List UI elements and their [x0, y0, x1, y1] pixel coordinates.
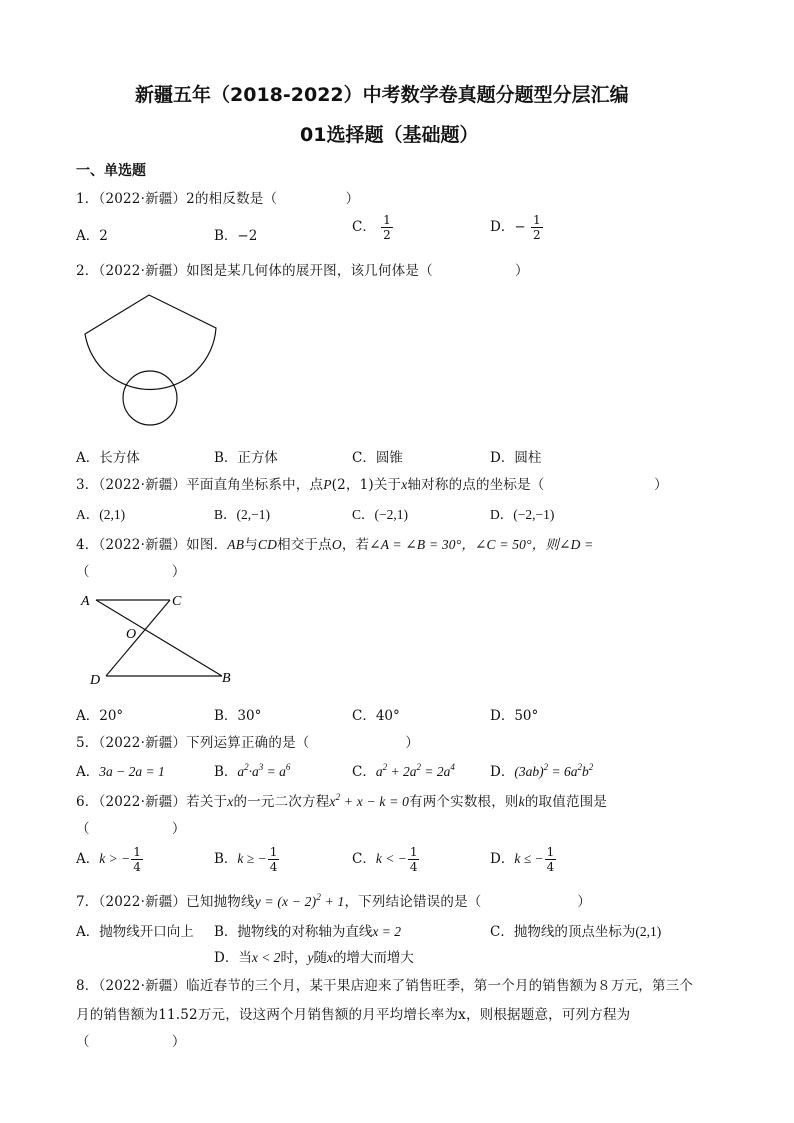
question-6-option-c	[352, 846, 420, 873]
question-2-option-d: D．圆柱	[490, 450, 542, 466]
question-4-stem-mid1: 与	[244, 537, 258, 553]
label-d: D	[90, 673, 101, 688]
question-6-blank: （ ）	[76, 821, 186, 837]
question-4-blank: （ ）	[76, 564, 186, 580]
question-5-option-a-prefix: A．	[76, 764, 100, 780]
question-6-b-prefix: B．	[214, 851, 238, 867]
question-7-eq-exp: 2	[316, 892, 322, 902]
question-1-option-a: A．2	[76, 228, 108, 244]
question-7-c-prefix: C．抛物线的顶点坐标为	[490, 924, 636, 940]
question-7-option-b	[214, 920, 401, 940]
question-3-stem-pre: 3．（2022·新疆）平面直角坐标系中，点	[76, 477, 324, 493]
question-3-option-a: A．(2,1)	[76, 507, 126, 522]
question-6-stem-pre: 6．（2022·新疆）若关于	[76, 794, 228, 810]
question-6-var-x: x	[227, 794, 234, 809]
question-5-c-mid: + 2a	[387, 764, 417, 779]
question-5-option-a	[76, 760, 165, 780]
question-1-option-d-prefix: D．−	[490, 219, 526, 235]
question-7-stem-pre: 7．（2022·新疆）已知抛物线	[76, 894, 255, 910]
question-8-blank: （ ）	[76, 1034, 186, 1050]
question-5-option-b	[214, 760, 290, 780]
question-5-b-base1: a	[237, 764, 245, 779]
question-5-d-exp1: 2	[543, 762, 549, 772]
question-4-stem	[76, 533, 593, 553]
question-7-d-mid2: 随	[313, 950, 327, 966]
question-7-option-d	[214, 946, 414, 966]
question-5-stem: 5．（2022·新疆）下列运算正确的是（ ）	[76, 735, 420, 751]
question-5-b-exp1: 2	[244, 762, 249, 772]
question-3-axis: x	[401, 477, 408, 492]
label-a: A	[81, 594, 90, 609]
question-7-stem-post: ，下列结论错误的是（ ）	[344, 894, 592, 910]
question-5-option-c-prefix: C．	[352, 764, 376, 780]
question-7-eq-post: + 1	[321, 894, 345, 909]
question-2-option-c: C．圆锥	[352, 450, 403, 466]
question-6-eq-base: x	[329, 794, 336, 809]
question-5-b-exp2: 3	[258, 762, 264, 772]
label-b: B	[222, 671, 231, 686]
question-6-d-rel: k ≤ −	[514, 851, 544, 866]
question-5-option-d	[490, 760, 593, 780]
question-3-option-b: B．(2,−1)	[214, 507, 270, 522]
question-5-option-c	[352, 760, 455, 780]
question-3-option-d: D．(−2,−1)	[490, 507, 555, 522]
question-7-d-prefix: D．当	[214, 950, 252, 966]
question-5-d-b: b	[581, 764, 589, 779]
question-5-d-exp2: 2	[577, 762, 582, 772]
question-5-b-exp3: 6	[285, 762, 291, 772]
question-5-c-base1: a	[375, 764, 383, 779]
question-7-b-expr: x = 2	[372, 924, 402, 939]
question-4-segment-ab: AB	[227, 537, 245, 552]
question-6-a-prefix: A．	[76, 851, 100, 867]
question-1-stem: 1．（2022·新疆）2的相反数是（ ）	[76, 191, 360, 207]
question-5-c-exp3: 4	[450, 762, 455, 772]
question-1-option-d	[490, 214, 544, 241]
label-c: C	[172, 594, 182, 609]
question-7-d-mid: 时，	[280, 950, 308, 966]
question-1-option-c	[352, 214, 394, 241]
question-4-segment-cd: CD	[257, 537, 278, 552]
question-6-b-rel: k ≥ −	[237, 851, 267, 866]
question-5-b-mid: ·a	[248, 764, 259, 779]
question-5-option-b-prefix: B．	[214, 764, 238, 780]
question-6-a-fraction: $\frac{1}{4}$	[133, 845, 141, 874]
question-3-stem-post: 轴对称的点的坐标是（ ）	[407, 477, 668, 493]
question-4-stem-mid3: ，若∠	[341, 537, 381, 553]
question-4-stem-mid2: 相交于点	[277, 537, 332, 553]
label-o: O	[126, 627, 137, 642]
question-7-d-expr: x < 2	[251, 950, 281, 965]
question-6-c-fraction: $\frac{1}{4}$	[409, 845, 418, 874]
document-title: 新疆五年（2018-2022）中考数学卷真题分题型分层汇编	[135, 84, 629, 106]
question-7-option-a: A．抛物线开口向上	[76, 924, 194, 940]
question-5-d-base1: (3ab)	[514, 764, 544, 779]
question-4-option-c: C．40°	[352, 708, 400, 724]
question-6-option-b	[214, 846, 280, 873]
question-6-stem-post: 的取值范围是	[524, 794, 608, 810]
question-6-option-d	[490, 846, 557, 873]
question-7-eq: y = (x − 2)	[254, 894, 317, 909]
question-4-option-a: A．20°	[76, 708, 124, 724]
question-6-option-a	[76, 846, 144, 873]
question-5-b-eq: = a	[263, 764, 286, 779]
question-4-point-o: O	[331, 537, 342, 552]
question-7-d-x: x	[326, 950, 333, 965]
question-6-c-rel: k < −	[375, 851, 407, 866]
net-diagram	[80, 290, 225, 430]
question-3-coord: (2，1)关于	[331, 477, 402, 493]
question-1-option-c-fraction: $\frac{1}{2}$	[383, 213, 391, 242]
question-6-eq-rest: + x − k = 0	[340, 794, 410, 809]
question-6-eq-exp: 2	[335, 792, 341, 802]
sector-shape	[85, 295, 216, 389]
document-subtitle: 01选择题（基础题）	[300, 124, 479, 146]
question-7-stem	[76, 890, 591, 910]
intersecting-lines-diagram	[78, 590, 238, 690]
question-6-c-prefix: C．	[352, 851, 376, 867]
question-6-b-fraction: $\frac{1}{4}$	[269, 845, 278, 874]
question-3-point: P	[323, 477, 332, 492]
question-1-option-b: B．−2	[214, 228, 258, 244]
question-7-c-expr: (2,1)	[635, 924, 662, 939]
question-6-d-fraction: $\frac{1}{4}$	[546, 845, 555, 874]
question-5-c-eq: = 2a	[420, 764, 451, 779]
question-3-stem	[76, 473, 668, 493]
question-5-option-d-prefix: D．	[490, 764, 515, 780]
question-5-d-exp3: 2	[588, 762, 594, 772]
question-6-stem	[76, 790, 607, 810]
question-7-option-c	[490, 920, 661, 940]
question-1-option-d-fraction: $\frac{1}{2}$	[532, 213, 541, 242]
question-7-d-post: 的增大而增大	[332, 950, 414, 966]
question-3-option-c: C．(−2,1)	[352, 507, 408, 522]
question-5-option-a-expr: 3a − 2a = 1	[99, 764, 165, 779]
question-7-b-prefix: B．抛物线的对称轴为直线	[214, 924, 373, 940]
question-6-stem-mid: 的一元二次方程	[233, 794, 330, 810]
question-4-option-b: B．30°	[214, 708, 262, 724]
question-2-stem: 2．（2022·新疆）如图是某几何体的展开图，该几何体是（ ）	[76, 263, 529, 279]
question-4-stem-pre: 4．（2022·新疆）如图．	[76, 537, 228, 553]
question-8-line-1: 8．（2022·新疆）临近春节的三个月，某干果店迎来了销售旺季，第一个月的销售额为８万元，第三个	[76, 978, 694, 994]
question-6-d-prefix: D．	[490, 851, 515, 867]
question-6-var-k: k	[518, 794, 525, 809]
question-8-line-2: 月的销售额为11.52万元，设这两个月销售额的月平均增长率为x，则根据题意，可列方程为	[76, 1007, 631, 1023]
question-2-option-b: B．正方体	[214, 450, 278, 466]
question-4-option-d: D．50°	[490, 708, 539, 724]
question-5-d-eq: = 6a	[548, 764, 578, 779]
question-5-c-exp2: 2	[416, 762, 421, 772]
question-7-d-y: y	[307, 950, 314, 965]
question-6-stem-mid2: 有两个实数根，则	[409, 794, 519, 810]
question-2-option-a: A．长方体	[76, 450, 140, 466]
question-4-condition: A = ∠B = 30°，∠C = 50°，则∠D =	[380, 537, 594, 552]
section-heading: 一、单选题	[76, 163, 146, 179]
question-5-c-exp1: 2	[382, 762, 388, 772]
base-circle	[123, 371, 177, 425]
question-6-a-rel: k > −	[99, 851, 131, 866]
question-1-option-c-prefix: C．	[352, 219, 376, 235]
